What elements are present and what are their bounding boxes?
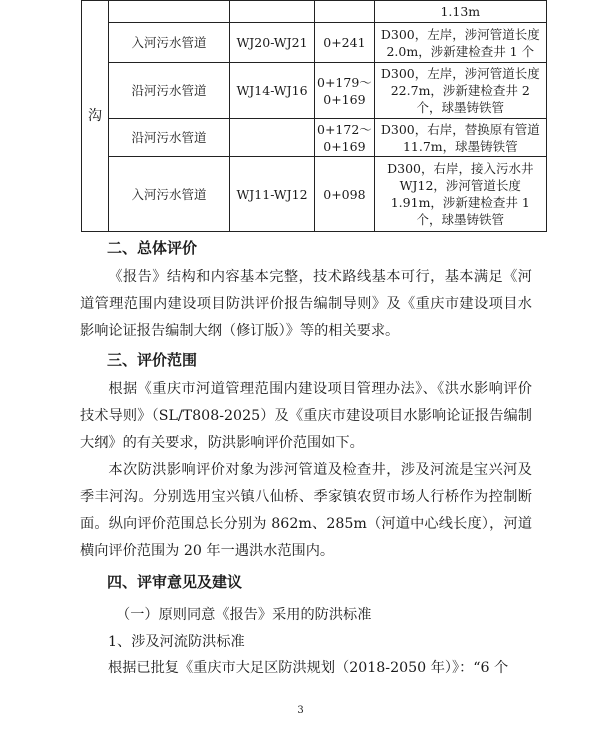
table-cell-code	[230, 119, 315, 157]
table-cell-description	[374, 63, 546, 119]
description-line: 1.13m	[440, 4, 481, 19]
description-line: 1.91m，涉新建检查井 1	[390, 195, 530, 210]
table-cell-name: 沿河污水管道	[109, 63, 230, 119]
description-line: WJ12，涉河管道长度	[399, 178, 521, 193]
table-cell-name: 入河污水管道	[109, 157, 230, 232]
description-line: D300，右岸，接入污水井	[387, 161, 534, 176]
description-line: D300，左岸，涉河管道长度	[380, 66, 540, 81]
description-line: D300，右岸，替换原有管道	[380, 121, 540, 137]
table-cell-station	[315, 23, 375, 63]
table-cell-station	[315, 157, 375, 232]
table-river-cell: 沟	[82, 1, 109, 232]
section-4-heading: 四、评审意见及建议	[107, 573, 243, 591]
table-cell-name: 沿河污水管道	[109, 119, 230, 157]
table-row	[82, 157, 547, 232]
table-cell-name	[109, 1, 230, 23]
page-number: 3	[297, 705, 304, 716]
table-cell-code: WJ11-WJ12	[230, 157, 315, 232]
table-cell-code	[230, 1, 315, 23]
table-cell-name: 入河污水管道	[109, 23, 230, 63]
table-cell-description	[374, 157, 546, 232]
table-cell-code: WJ14-WJ16	[230, 63, 315, 119]
station-line: 0+098	[323, 186, 366, 202]
station-line: 0+172～	[317, 121, 372, 137]
table-row	[82, 1, 547, 23]
table-cell-description	[374, 119, 546, 157]
description-line: 22.7m，涉新建检查井 2	[390, 83, 530, 98]
section-2-heading: 二、总体评价	[107, 239, 198, 257]
section-4-subheading-2: 1、涉及河流防洪标准	[108, 634, 245, 650]
table-cell-station	[315, 63, 375, 119]
table-cell-description	[374, 23, 546, 63]
section-4-subheading-1: （一）原则同意《报告》采用的防洪标准	[116, 607, 372, 623]
section-3-paragraph-1: 根据《重庆市河道管理范围内建设项目管理办法》、《洪水影响评价技术导则》（SL/T808-2025）及《重庆市建设项目水影响论证报告编制大纲》的有关要求，防洪影响评价范围如下。	[80, 381, 532, 451]
station-line: 0+179～	[317, 74, 372, 90]
pipe-table	[81, 0, 547, 232]
section-3-heading: 三、评价范围	[107, 351, 198, 369]
section-2-paragraph: 《报告》结构和内容基本完整，技术路线基本可行，基本满足《河道管理范围内建设项目防洪评价报告编制导则》及《重庆市建设项目水影响论证报告编制大纲（修订版）》等的相关要求。	[80, 269, 532, 339]
table-cell-description	[374, 1, 546, 23]
description-line: 2.0m，涉新建检查井 1 个	[386, 43, 535, 59]
table-row	[82, 63, 547, 119]
table-cell-station	[315, 1, 375, 23]
station-line: 0+169	[323, 91, 366, 107]
section-4-paragraph: 根据已批复《重庆市大足区防洪规划（2018-2050 年）》：“6 个	[108, 660, 509, 676]
table-cell-station	[315, 119, 375, 157]
section-3-paragraph-2: 本次防洪影响评价对象为涉河管道及检查井，涉及河流是宝兴河及季丰河沟。分别选用宝兴镇八仙桥、季家镇农贸市场人行桥作为控制断面。纵向评价范围总长分别为 862m、285m（河道中心线长度），河道横向评价范围为 20 年一遇洪水范围内。	[80, 462, 532, 559]
table-row	[82, 119, 547, 157]
table-cell-code: WJ20-WJ21	[230, 23, 315, 63]
station-line: 0+169	[323, 138, 366, 154]
station-line: 0+241	[323, 35, 366, 50]
description-line: 个，球墨铸铁管	[416, 100, 505, 115]
description-line: 11.7m，球墨铸铁管	[402, 138, 518, 154]
description-line: 个，球墨铸铁管	[416, 212, 505, 227]
description-line: D300，左岸，涉河管道长度	[380, 26, 540, 42]
table-row	[82, 23, 547, 63]
